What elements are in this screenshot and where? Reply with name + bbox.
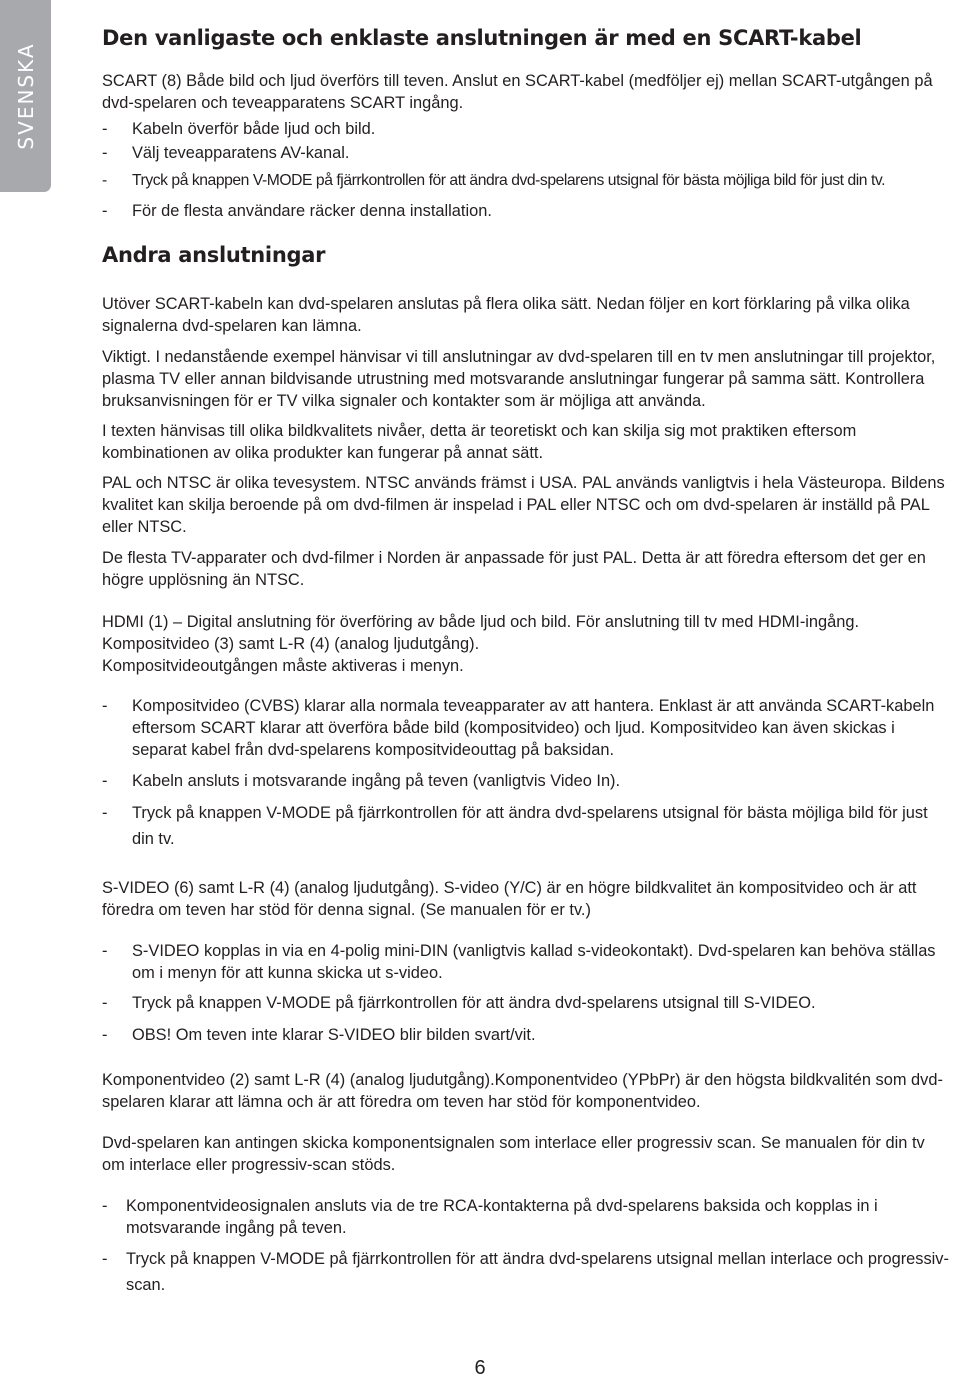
bullet-dash: - xyxy=(102,202,108,220)
quality-note: I texten hänvisas till olika bildkvalitets nivåer, detta är teoretiskt och kan skilja sig mot praktiken eftersom kombinationen av olika produkter kan fungerar på annat sätt. xyxy=(102,422,857,462)
bullet-dash: - xyxy=(102,994,108,1012)
list-item xyxy=(102,992,952,1014)
list-item xyxy=(102,770,952,792)
list-item-text: Tryck på knappen V-MODE på fjärrkontrollen för att ändra dvd-spelarens utsignal för bästa möjliga bild för just din tv. xyxy=(132,172,885,189)
list-item xyxy=(102,142,952,164)
bullet-dash: - xyxy=(102,1026,108,1044)
heading-scart: Den vanligaste och enklaste anslutningen är med en SCART-kabel xyxy=(102,26,862,50)
bullet-dash: - xyxy=(102,120,108,138)
interlace-note: Dvd-spelaren kan antingen skicka komponentsignalen som interlace eller progressiv scan. Se manualen för din tv om interlace eller progressiv-scan stöds. xyxy=(102,1134,925,1174)
pal-ntsc-note: PAL och NTSC är olika tevesystem. NTSC används främst i USA. PAL används vanligtvis i hela Västeuropa. Bildens kvalitet kan skilja beroende på om dvd-filmen är inspelad i PAL eller NTSC och om dvd-spelaren är inställd på PAL eller NTSC. xyxy=(102,474,945,536)
list-item xyxy=(102,118,952,140)
bullet-dash: - xyxy=(102,804,108,822)
list-item xyxy=(102,695,952,761)
page-number: 6 xyxy=(474,1357,486,1379)
list-item-text: Tryck på knappen V-MODE på fjärrkontrollen för att ändra dvd-spelarens utsignal för bästa möjliga bild för just din tv. xyxy=(132,804,928,848)
list-item-text: Tryck på knappen V-MODE på fjärrkontrollen för att ändra dvd-spelarens utsignal till S-VIDEO. xyxy=(132,994,816,1012)
scart-intro: SCART (8) Både bild och ljud överförs till teven. Anslut en SCART-kabel (medföljer ej) mellan SCART-utgången på dvd-spelaren och teveapparatens SCART ingång. xyxy=(102,72,933,112)
list-item-text: För de flesta användare räcker denna installation. xyxy=(132,202,492,220)
composite-activate-line: Kompositvideoutgången måste aktiveras i menyn. xyxy=(102,657,464,675)
other-intro: Utöver SCART-kabeln kan dvd-spelaren anslutas på flera olika sätt. Nedan följer en kort förklaring på vilka olika signalerna dvd-spelaren kan lämna. xyxy=(102,295,910,335)
bullet-dash: - xyxy=(102,1250,108,1268)
hdmi-line: HDMI (1) – Digital anslutning för överföring av både ljud och bild. För anslutning till tv med HDMI-ingång. xyxy=(102,613,860,631)
list-item xyxy=(102,1024,952,1046)
list-item-text: Komponentvideosignalen ansluts via de tre RCA-kontakterna på dvd-spelarens baksida och kopplas in i motsvarande ingång på teven. xyxy=(126,1197,878,1237)
bullet-dash: - xyxy=(102,172,107,189)
list-item xyxy=(102,940,952,984)
heading-other-connections: Andra anslutningar xyxy=(102,243,326,267)
bullet-dash: - xyxy=(102,772,108,790)
nordic-note: De flesta TV-apparater och dvd-filmer i Norden är anpassade för just PAL. Detta är att föredra eftersom det ger en högre upplösning än NTSC. xyxy=(102,549,926,589)
list-item xyxy=(102,1195,952,1239)
bullet-dash: - xyxy=(102,697,108,715)
list-item-text: Välj teveapparatens AV-kanal. xyxy=(132,144,350,162)
list-item-text: OBS! Om teven inte klarar S-VIDEO blir bilden svart/vit. xyxy=(132,1026,536,1044)
bullet-dash: - xyxy=(102,144,108,162)
composite-line: Kompositvideo (3) samt L-R (4) (analog ljudutgång). xyxy=(102,635,480,653)
language-tab-label: SVENSKA xyxy=(13,42,38,150)
list-item xyxy=(102,1246,952,1298)
bullet-dash: - xyxy=(102,1197,108,1215)
list-item-text: Kabeln överför både ljud och bild. xyxy=(132,120,376,138)
list-item xyxy=(102,170,952,192)
bullet-dash: - xyxy=(102,942,108,960)
svideo-intro: S-VIDEO (6) samt L-R (4) (analog ljudutgång). S-video (Y/C) är en högre bildkvalitet än kompositvideo och är att föredra om teven har stöd för denna signal. (Se manualen för er tv.) xyxy=(102,879,917,919)
component-intro: Komponentvideo (2) samt L-R (4) (analog ljudutgång).Komponentvideo (YPbPr) är den högsta bildkvalitén som dvd-spelaren klarar att lämna och är att föredra om teven har stöd för komponentvideo. xyxy=(102,1071,943,1111)
language-tab xyxy=(0,0,51,192)
list-item-text: Tryck på knappen V-MODE på fjärrkontrollen för att ändra dvd-spelarens utsignal mellan interlace och progressiv-scan. xyxy=(126,1250,949,1294)
list-item-text: Kabeln ansluts i motsvarande ingång på teven (vanligtvis Video In). xyxy=(132,772,621,790)
important-note: Viktigt. I nedanstående exempel hänvisar vi till anslutningar av dvd-spelaren till en tv men anslutningar till projektor, plasma TV eller annan bildvisande utrustning med motsvarande anslutningar fungerar på samma sätt. Kontrollera bruksanvisningen för er TV vilka signaler och kontakter som är möjliga att använda. xyxy=(102,348,936,410)
list-item-text: Kompositvideo (CVBS) klarar alla normala teveapparater av att hantera. Enklast är att använda SCART-kabeln eftersom SCART klarar att överföra både bild (kompositvideo) och ljud. Kompositvideo kan även skickas i separat kabel från dvd-spelarens kompositvideouttag på baksidan. xyxy=(132,697,935,759)
list-item xyxy=(102,200,952,222)
list-item xyxy=(102,800,952,852)
list-item-text: S-VIDEO kopplas in via en 4-polig mini-DIN (vanligtvis kallad s-videokontakt). Dvd-spelaren kan behöva ställas om i menyn för att kunna skicka ut s-video. xyxy=(132,942,936,982)
